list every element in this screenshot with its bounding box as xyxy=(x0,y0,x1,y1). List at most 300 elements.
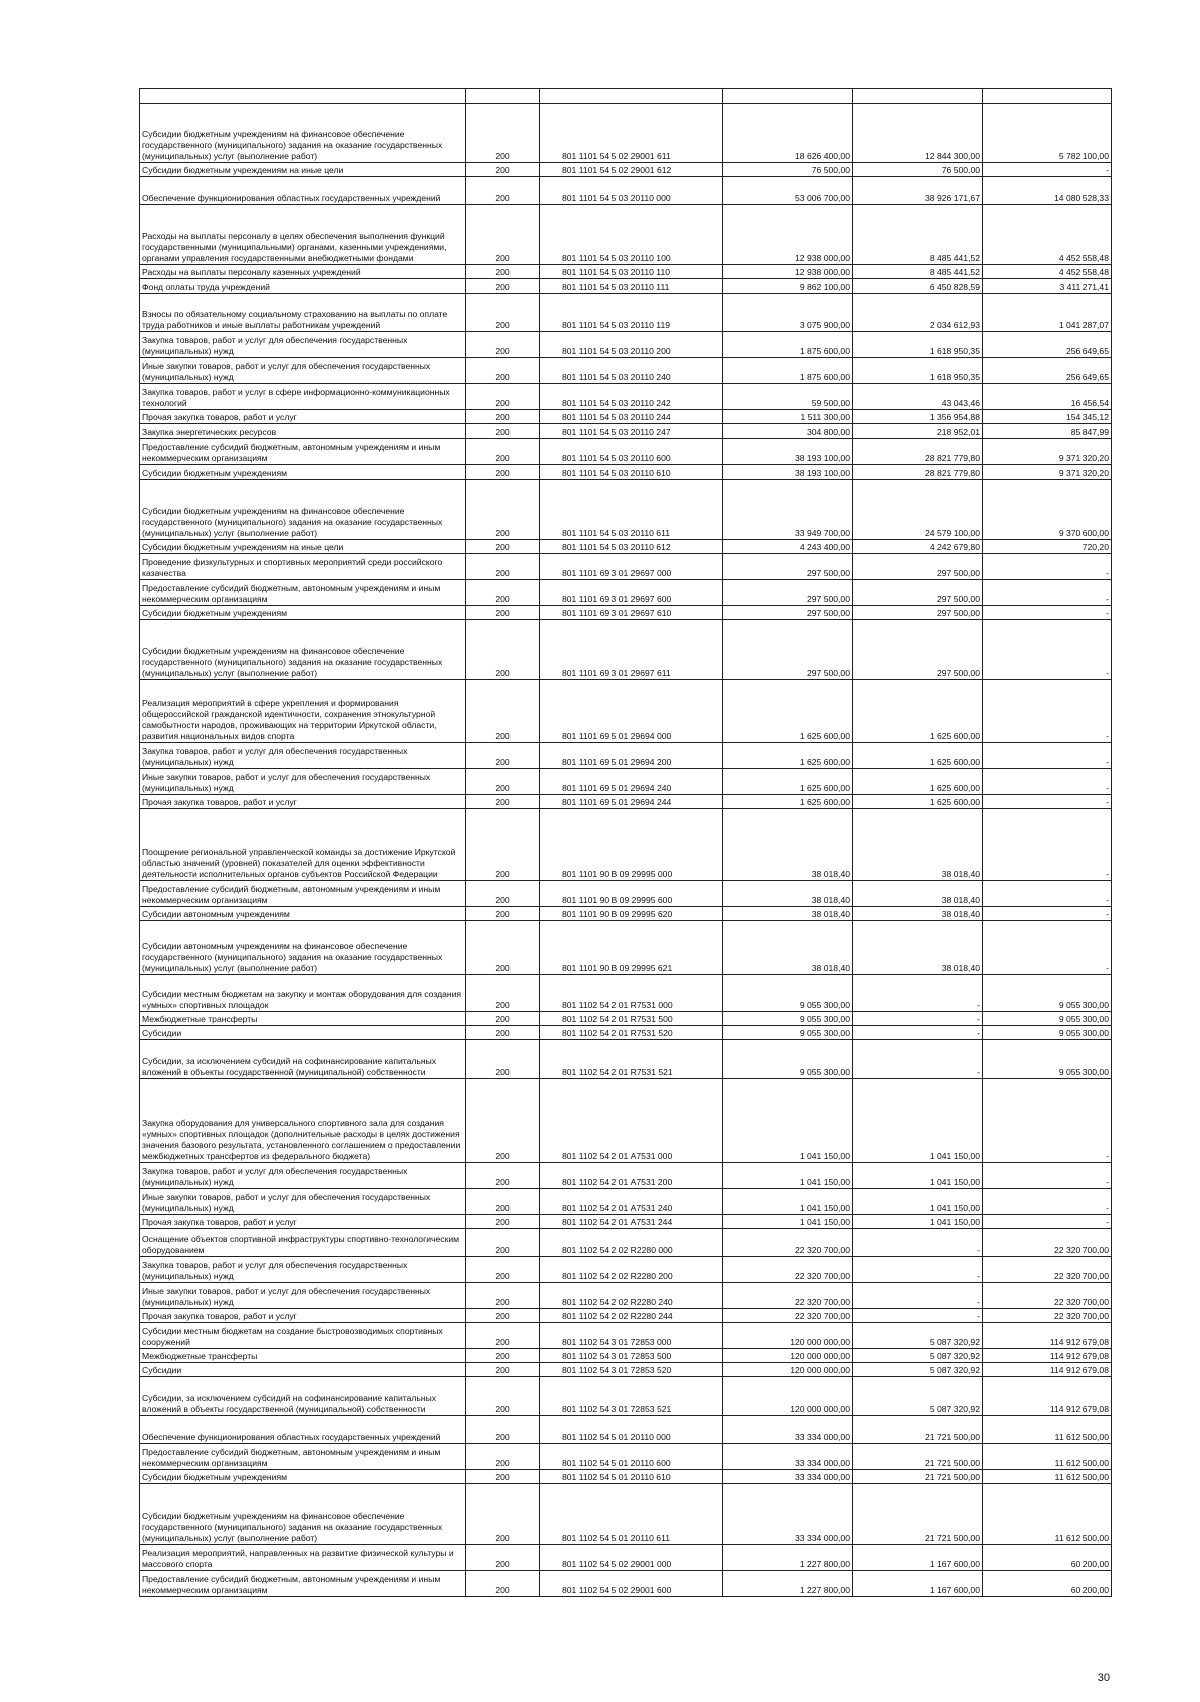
row-kbk: 801 1101 69 3 01 29697 610 xyxy=(540,606,723,620)
row-name: Предоставление субсидий бюджетным, автономным учреждениям и иным некоммерческим организациям xyxy=(140,1444,466,1470)
row-name: Закупка товаров, работ и услуг для обеспечения государственных (муниципальных) нужд xyxy=(140,1163,466,1189)
row-name: Субсидии бюджетным учреждениям на финансовое обеспечение государственного (муниципального) задания на оказание государственных (муниципальных) услуг (выполнение работ) xyxy=(140,104,466,163)
row-approved-amount: 120 000 000,00 xyxy=(723,1363,853,1377)
row-name: Обеспечение функционирования областных государственных учреждений xyxy=(140,177,466,205)
row-remaining-amount: 60 200,00 xyxy=(983,1571,1112,1597)
row-name: Субсидии бюджетным учреждениям на иные цели xyxy=(140,540,466,554)
table-row xyxy=(140,881,1112,907)
row-remaining-amount: - xyxy=(983,620,1112,680)
row-code: 200 xyxy=(466,1309,540,1323)
table-row xyxy=(140,1323,1112,1349)
row-remaining-amount: 3 411 271,41 xyxy=(983,279,1112,294)
row-kbk xyxy=(540,89,723,104)
row-executed-amount: 1 041 150,00 xyxy=(853,1189,983,1215)
row-executed-amount: 5 087 320,92 xyxy=(853,1377,983,1416)
row-kbk: 801 1101 54 5 03 20110 119 xyxy=(540,294,723,332)
row-remaining-amount: 9 370 600,00 xyxy=(983,480,1112,540)
table-row xyxy=(140,1229,1112,1257)
table-row xyxy=(140,1283,1112,1309)
row-executed-amount: 297 500,00 xyxy=(853,620,983,680)
row-kbk: 801 1102 54 2 01 R7531 521 xyxy=(540,1040,723,1079)
row-name: Иные закупки товаров, работ и услуг для обеспечения государственных (муниципальных) нужд xyxy=(140,1189,466,1215)
row-remaining-amount: 22 320 700,00 xyxy=(983,1309,1112,1323)
row-name: Межбюджетные трансферты xyxy=(140,1349,466,1363)
row-kbk: 801 1102 54 2 01 А7531 240 xyxy=(540,1189,723,1215)
table-row xyxy=(140,921,1112,975)
row-remaining-amount: 11 612 500,00 xyxy=(983,1470,1112,1484)
table-row xyxy=(140,809,1112,881)
row-kbk: 801 1102 54 3 01 72853 521 xyxy=(540,1377,723,1416)
row-executed-amount: - xyxy=(853,1026,983,1040)
row-executed-amount: - xyxy=(853,1309,983,1323)
row-approved-amount: 1 041 150,00 xyxy=(723,1079,853,1163)
table-row xyxy=(140,1484,1112,1545)
row-code: 200 xyxy=(466,358,540,384)
row-executed-amount: - xyxy=(853,1040,983,1079)
row-remaining-amount: 154 345,12 xyxy=(983,410,1112,424)
row-code: 200 xyxy=(466,265,540,279)
row-approved-amount: 1 625 600,00 xyxy=(723,680,853,743)
row-code: 200 xyxy=(466,743,540,769)
row-remaining-amount: - xyxy=(983,606,1112,620)
row-name: Субсидии автономным учреждениям на финансовое обеспечение государственного (муниципального) задания на оказание государственных (муниципальных) услуг (выполнение работ) xyxy=(140,921,466,975)
table-row xyxy=(140,743,1112,769)
row-executed-amount: 4 242 679,80 xyxy=(853,540,983,554)
row-executed-amount: 1 041 150,00 xyxy=(853,1215,983,1229)
row-approved-amount: 1 227 800,00 xyxy=(723,1571,853,1597)
row-code: 200 xyxy=(466,1257,540,1283)
row-remaining-amount: 114 912 679,08 xyxy=(983,1323,1112,1349)
row-approved-amount: 38 018,40 xyxy=(723,881,853,907)
row-remaining-amount: 11 612 500,00 xyxy=(983,1416,1112,1444)
row-kbk: 801 1101 69 3 01 29697 611 xyxy=(540,620,723,680)
row-code: 200 xyxy=(466,294,540,332)
row-name: Субсидии бюджетным учреждениям xyxy=(140,1470,466,1484)
row-approved-amount: 33 334 000,00 xyxy=(723,1444,853,1470)
row-remaining-amount: 114 912 679,08 xyxy=(983,1377,1112,1416)
row-remaining-amount: 4 452 558,48 xyxy=(983,265,1112,279)
row-kbk: 801 1102 54 5 01 20110 000 xyxy=(540,1416,723,1444)
row-remaining-amount: - xyxy=(983,1163,1112,1189)
table-row xyxy=(140,580,1112,606)
row-code: 200 xyxy=(466,1026,540,1040)
row-code: 200 xyxy=(466,580,540,606)
row-kbk: 801 1101 90 В 09 29995 620 xyxy=(540,907,723,921)
row-remaining-amount: 256 649,65 xyxy=(983,332,1112,358)
table-row xyxy=(140,1163,1112,1189)
row-kbk: 801 1101 54 5 03 20110 611 xyxy=(540,480,723,540)
table-row xyxy=(140,1349,1112,1363)
row-code: 200 xyxy=(466,424,540,439)
row-approved-amount: 76 500,00 xyxy=(723,163,853,177)
row-approved-amount: 33 334 000,00 xyxy=(723,1484,853,1545)
row-remaining-amount: 9 371 320,20 xyxy=(983,465,1112,480)
row-approved-amount: 18 626 400,00 xyxy=(723,104,853,163)
row-kbk: 801 1102 54 5 01 20110 610 xyxy=(540,1470,723,1484)
row-kbk: 801 1101 90 В 09 29995 600 xyxy=(540,881,723,907)
table-row xyxy=(140,104,1112,163)
row-executed-amount: - xyxy=(853,1283,983,1309)
row-kbk: 801 1101 54 5 03 20110 100 xyxy=(540,205,723,265)
row-remaining-amount: 11 612 500,00 xyxy=(983,1484,1112,1545)
row-approved-amount: 33 334 000,00 xyxy=(723,1416,853,1444)
row-executed-amount: - xyxy=(853,1012,983,1026)
table-row xyxy=(140,907,1112,921)
row-name: Субсидии, за исключением субсидий на софинансирование капитальных вложений в объекты государственной (муниципальной) собственности xyxy=(140,1040,466,1079)
row-code: 200 xyxy=(466,1012,540,1026)
row-executed-amount: 28 821 779,80 xyxy=(853,439,983,465)
row-name: Прочая закупка товаров, работ и услуг xyxy=(140,1309,466,1323)
row-approved-amount: 3 075 900,00 xyxy=(723,294,853,332)
row-approved-amount: 4 243 400,00 xyxy=(723,540,853,554)
row-name: Субсидии бюджетным учреждениям на финансовое обеспечение государственного (муниципального) задания на оказание государственных (муниципальных) услуг (выполнение работ) xyxy=(140,1484,466,1545)
row-name: Оснащение объектов спортивной инфраструктуры спортивно-технологическим оборудованием xyxy=(140,1229,466,1257)
row-approved-amount: 22 320 700,00 xyxy=(723,1309,853,1323)
row-executed-amount: 297 500,00 xyxy=(853,606,983,620)
row-executed-amount: 1 625 600,00 xyxy=(853,743,983,769)
budget-table-body xyxy=(140,89,1112,1597)
row-kbk: 801 1102 54 2 02 R2280 200 xyxy=(540,1257,723,1283)
row-name: Предоставление субсидий бюджетным, автономным учреждениям и иным некоммерческим организациям xyxy=(140,881,466,907)
row-name: Субсидии xyxy=(140,1363,466,1377)
row-executed-amount: 297 500,00 xyxy=(853,580,983,606)
row-kbk: 801 1101 54 5 03 20110 240 xyxy=(540,358,723,384)
row-remaining-amount: 14 080 528,33 xyxy=(983,177,1112,205)
row-kbk: 801 1101 69 5 01 29694 200 xyxy=(540,743,723,769)
row-remaining-amount: 720,20 xyxy=(983,540,1112,554)
row-code: 200 xyxy=(466,1545,540,1571)
row-executed-amount: 5 087 320,92 xyxy=(853,1349,983,1363)
row-remaining-amount: 22 320 700,00 xyxy=(983,1283,1112,1309)
table-row xyxy=(140,205,1112,265)
table-row xyxy=(140,89,1112,104)
row-kbk: 801 1102 54 3 01 72853 520 xyxy=(540,1363,723,1377)
row-remaining-amount: - xyxy=(983,1215,1112,1229)
row-approved-amount: 120 000 000,00 xyxy=(723,1349,853,1363)
table-row xyxy=(140,1079,1112,1163)
row-approved-amount: 33 334 000,00 xyxy=(723,1470,853,1484)
table-row xyxy=(140,332,1112,358)
row-code: 200 xyxy=(466,279,540,294)
row-executed-amount: 1 618 950,35 xyxy=(853,332,983,358)
row-code: 200 xyxy=(466,480,540,540)
row-approved-amount: 1 041 150,00 xyxy=(723,1163,853,1189)
row-approved-amount: 33 949 700,00 xyxy=(723,480,853,540)
row-kbk: 801 1101 69 5 01 29694 244 xyxy=(540,795,723,809)
row-executed-amount: 1 625 600,00 xyxy=(853,769,983,795)
row-approved-amount: 38 193 100,00 xyxy=(723,465,853,480)
page-number: 30 xyxy=(1097,1672,1110,1684)
budget-table xyxy=(139,88,1112,1597)
table-row xyxy=(140,606,1112,620)
row-name: Закупка энергетических ресурсов xyxy=(140,424,466,439)
row-approved-amount: 1 875 600,00 xyxy=(723,332,853,358)
row-remaining-amount: - xyxy=(983,1189,1112,1215)
row-executed-amount: 38 926 171,67 xyxy=(853,177,983,205)
row-code: 200 xyxy=(466,921,540,975)
row-kbk: 801 1101 54 5 03 20110 242 xyxy=(540,384,723,410)
row-name: Субсидии бюджетным учреждениям xyxy=(140,606,466,620)
row-approved-amount: 12 938 000,00 xyxy=(723,205,853,265)
row-remaining-amount: - xyxy=(983,554,1112,580)
row-code: 200 xyxy=(466,606,540,620)
table-row xyxy=(140,554,1112,580)
row-remaining-amount xyxy=(983,89,1112,104)
table-row xyxy=(140,265,1112,279)
row-remaining-amount: - xyxy=(983,795,1112,809)
row-kbk: 801 1101 90 В 09 29995 621 xyxy=(540,921,723,975)
row-approved-amount: 1 511 300,00 xyxy=(723,410,853,424)
row-name: Межбюджетные трансферты xyxy=(140,1012,466,1026)
row-approved-amount: 38 193 100,00 xyxy=(723,439,853,465)
row-approved-amount: 1 625 600,00 xyxy=(723,743,853,769)
row-approved-amount: 9 055 300,00 xyxy=(723,1026,853,1040)
row-approved-amount: 1 625 600,00 xyxy=(723,769,853,795)
row-executed-amount xyxy=(853,89,983,104)
row-name: Прочая закупка товаров, работ и услуг xyxy=(140,410,466,424)
row-kbk: 801 1101 54 5 03 20110 000 xyxy=(540,177,723,205)
row-code: 200 xyxy=(466,1189,540,1215)
row-name: Прочая закупка товаров, работ и услуг xyxy=(140,795,466,809)
row-code: 200 xyxy=(466,1283,540,1309)
row-kbk: 801 1102 54 5 02 29001 000 xyxy=(540,1545,723,1571)
row-code: 200 xyxy=(466,384,540,410)
row-code: 200 xyxy=(466,1363,540,1377)
row-kbk: 801 1101 54 5 03 20110 200 xyxy=(540,332,723,358)
row-approved-amount: 38 018,40 xyxy=(723,907,853,921)
row-executed-amount: 21 721 500,00 xyxy=(853,1416,983,1444)
table-row xyxy=(140,1416,1112,1444)
row-remaining-amount: 16 456,54 xyxy=(983,384,1112,410)
row-code: 200 xyxy=(466,1163,540,1189)
row-executed-amount: 38 018,40 xyxy=(853,809,983,881)
row-code: 200 xyxy=(466,1444,540,1470)
row-name: Субсидии бюджетным учреждениям на финансовое обеспечение государственного (муниципального) задания на оказание государственных (муниципальных) услуг (выполнение работ) xyxy=(140,480,466,540)
row-executed-amount: 1 618 950,35 xyxy=(853,358,983,384)
row-approved-amount: 1 227 800,00 xyxy=(723,1545,853,1571)
row-code: 200 xyxy=(466,680,540,743)
row-approved-amount: 9 055 300,00 xyxy=(723,1012,853,1026)
table-row xyxy=(140,439,1112,465)
row-kbk: 801 1101 54 5 03 20110 247 xyxy=(540,424,723,439)
table-row xyxy=(140,1363,1112,1377)
row-kbk: 801 1101 69 5 01 29694 240 xyxy=(540,769,723,795)
row-approved-amount: 1 625 600,00 xyxy=(723,795,853,809)
row-executed-amount: 43 043,46 xyxy=(853,384,983,410)
row-code: 200 xyxy=(466,1377,540,1416)
row-name: Иные закупки товаров, работ и услуг для обеспечения государственных (муниципальных) нужд xyxy=(140,358,466,384)
table-row xyxy=(140,795,1112,809)
row-executed-amount: 38 018,40 xyxy=(853,921,983,975)
row-approved-amount: 297 500,00 xyxy=(723,580,853,606)
table-row xyxy=(140,465,1112,480)
row-executed-amount: 1 356 954,88 xyxy=(853,410,983,424)
row-name: Субсидии бюджетным учреждениям на финансовое обеспечение государственного (муниципального) задания на оказание государственных (муниципальных) услуг (выполнение работ) xyxy=(140,620,466,680)
row-name: Иные закупки товаров, работ и услуг для обеспечения государственных (муниципальных) нужд xyxy=(140,1283,466,1309)
row-approved-amount: 22 320 700,00 xyxy=(723,1229,853,1257)
row-executed-amount: 1 625 600,00 xyxy=(853,680,983,743)
row-code: 200 xyxy=(466,205,540,265)
row-name: Проведение физкультурных и спортивных мероприятий среди российского казачества xyxy=(140,554,466,580)
row-remaining-amount: - xyxy=(983,769,1112,795)
row-kbk: 801 1101 54 5 03 20110 110 xyxy=(540,265,723,279)
row-code: 200 xyxy=(466,1349,540,1363)
row-executed-amount: 297 500,00 xyxy=(853,554,983,580)
row-kbk: 801 1101 54 5 02 29001 611 xyxy=(540,104,723,163)
row-remaining-amount: 1 041 287,07 xyxy=(983,294,1112,332)
row-code: 200 xyxy=(466,332,540,358)
row-name: Расходы на выплаты персоналу казенных учреждений xyxy=(140,265,466,279)
row-remaining-amount: 60 200,00 xyxy=(983,1545,1112,1571)
table-row xyxy=(140,1189,1112,1215)
row-approved-amount: 22 320 700,00 xyxy=(723,1283,853,1309)
row-executed-amount: 1 041 150,00 xyxy=(853,1079,983,1163)
row-kbk: 801 1102 54 5 01 20110 611 xyxy=(540,1484,723,1545)
row-name: Субсидии бюджетным учреждениям xyxy=(140,465,466,480)
row-code: 200 xyxy=(466,465,540,480)
table-row xyxy=(140,620,1112,680)
table-row xyxy=(140,1545,1112,1571)
row-name: Прочая закупка товаров, работ и услуг xyxy=(140,1215,466,1229)
row-executed-amount: - xyxy=(853,1257,983,1283)
row-code: 200 xyxy=(466,975,540,1012)
table-row xyxy=(140,1215,1112,1229)
row-remaining-amount: 114 912 679,08 xyxy=(983,1349,1112,1363)
row-approved-amount: 38 018,40 xyxy=(723,809,853,881)
row-executed-amount: 21 721 500,00 xyxy=(853,1484,983,1545)
row-name: Фонд оплаты труда учреждений xyxy=(140,279,466,294)
row-approved-amount: 1 875 600,00 xyxy=(723,358,853,384)
row-name: Закупка товаров, работ и услуг для обеспечения государственных (муниципальных) нужд xyxy=(140,332,466,358)
row-executed-amount: 8 485 441,52 xyxy=(853,265,983,279)
table-row xyxy=(140,1012,1112,1026)
table-row xyxy=(140,1470,1112,1484)
row-remaining-amount: 11 612 500,00 xyxy=(983,1444,1112,1470)
table-row xyxy=(140,279,1112,294)
row-name: Субсидии местным бюджетам на закупку и монтаж оборудования для создания «умных» спортивных площадок xyxy=(140,975,466,1012)
row-name: Обеспечение функционирования областных государственных учреждений xyxy=(140,1416,466,1444)
row-code: 200 xyxy=(466,1416,540,1444)
row-executed-amount: 38 018,40 xyxy=(853,881,983,907)
row-code: 200 xyxy=(466,1484,540,1545)
row-code: 200 xyxy=(466,1229,540,1257)
row-executed-amount: 76 500,00 xyxy=(853,163,983,177)
row-kbk: 801 1102 54 2 02 R2280 240 xyxy=(540,1283,723,1309)
row-executed-amount: - xyxy=(853,975,983,1012)
row-executed-amount: 5 087 320,92 xyxy=(853,1323,983,1349)
row-kbk: 801 1102 54 2 01 А7531 244 xyxy=(540,1215,723,1229)
row-approved-amount: 12 938 000,00 xyxy=(723,265,853,279)
row-name: Субсидии автономным учреждениям xyxy=(140,907,466,921)
table-row xyxy=(140,1377,1112,1416)
row-code: 200 xyxy=(466,1040,540,1079)
row-kbk: 801 1101 90 В 09 29995 000 xyxy=(540,809,723,881)
row-approved-amount: 9 055 300,00 xyxy=(723,1040,853,1079)
table-row xyxy=(140,975,1112,1012)
row-remaining-amount: - xyxy=(983,680,1112,743)
row-approved-amount: 1 041 150,00 xyxy=(723,1189,853,1215)
row-approved-amount: 297 500,00 xyxy=(723,554,853,580)
row-approved-amount: 22 320 700,00 xyxy=(723,1257,853,1283)
row-approved-amount: 53 006 700,00 xyxy=(723,177,853,205)
row-remaining-amount: 22 320 700,00 xyxy=(983,1257,1112,1283)
row-approved-amount: 38 018,40 xyxy=(723,921,853,975)
row-approved-amount: 304 800,00 xyxy=(723,424,853,439)
row-code: 200 xyxy=(466,177,540,205)
row-executed-amount: 24 579 100,00 xyxy=(853,480,983,540)
row-name: Расходы на выплаты персоналу в целях обеспечения выполнения функций государственными (муниципальными) органами, казенными учреждениями, органами управления государственными внебюджетными фондами xyxy=(140,205,466,265)
row-kbk: 801 1101 54 5 03 20110 244 xyxy=(540,410,723,424)
row-remaining-amount: - xyxy=(983,1079,1112,1163)
row-kbk: 801 1102 54 2 01 R7531 520 xyxy=(540,1026,723,1040)
row-remaining-amount: - xyxy=(983,743,1112,769)
row-code: 200 xyxy=(466,439,540,465)
row-remaining-amount: 9 055 300,00 xyxy=(983,1040,1112,1079)
row-code: 200 xyxy=(466,809,540,881)
row-code xyxy=(466,89,540,104)
row-code: 200 xyxy=(466,410,540,424)
row-name: Поощрение региональной управленческой команды за достижение Иркутской областью значений (уровней) показателей для оценки эффективности деятельности исполнительных органов субъектов Российской Федерации xyxy=(140,809,466,881)
table-row xyxy=(140,1257,1112,1283)
row-executed-amount: 6 450 828,59 xyxy=(853,279,983,294)
row-executed-amount: 21 721 500,00 xyxy=(853,1444,983,1470)
row-code: 200 xyxy=(466,104,540,163)
row-kbk: 801 1102 54 2 01 А7531 200 xyxy=(540,1163,723,1189)
table-row xyxy=(140,163,1112,177)
row-name: Субсидии местным бюджетам на создание быстровозводимых спортивных сооружений xyxy=(140,1323,466,1349)
row-code: 200 xyxy=(466,163,540,177)
table-row xyxy=(140,1571,1112,1597)
row-executed-amount: 1 167 600,00 xyxy=(853,1545,983,1571)
row-name: Реализация мероприятий, направленных на развитие физической культуры и массового спорта xyxy=(140,1545,466,1571)
row-kbk: 801 1102 54 5 01 20110 600 xyxy=(540,1444,723,1470)
row-code: 200 xyxy=(466,1323,540,1349)
table-row xyxy=(140,410,1112,424)
row-executed-amount: 12 844 300,00 xyxy=(853,104,983,163)
row-kbk: 801 1101 54 5 02 29001 612 xyxy=(540,163,723,177)
table-row xyxy=(140,1309,1112,1323)
row-name: Закупка товаров, работ и услуг для обеспечения государственных (муниципальных) нужд xyxy=(140,743,466,769)
row-kbk: 801 1101 54 5 03 20110 600 xyxy=(540,439,723,465)
row-remaining-amount: 22 320 700,00 xyxy=(983,1229,1112,1257)
table-row xyxy=(140,1444,1112,1470)
row-name: Реализация мероприятий в сфере укрепления и формирования общероссийской гражданской идентичности, сохранения этнокультурной самобытности народов, проживающих на территории Иркутской области, развития национальных видов спорта xyxy=(140,680,466,743)
row-executed-amount: 1 625 600,00 xyxy=(853,795,983,809)
row-code: 200 xyxy=(466,540,540,554)
row-executed-amount: 28 821 779,80 xyxy=(853,465,983,480)
row-remaining-amount: 4 452 558,48 xyxy=(983,205,1112,265)
row-name xyxy=(140,89,466,104)
row-approved-amount: 1 041 150,00 xyxy=(723,1215,853,1229)
row-approved-amount xyxy=(723,89,853,104)
row-executed-amount: 21 721 500,00 xyxy=(853,1470,983,1484)
row-approved-amount: 297 500,00 xyxy=(723,606,853,620)
row-remaining-amount: 9 371 320,20 xyxy=(983,439,1112,465)
row-executed-amount: 8 485 441,52 xyxy=(853,205,983,265)
table-row xyxy=(140,177,1112,205)
row-executed-amount: 1 041 150,00 xyxy=(853,1163,983,1189)
row-name: Иные закупки товаров, работ и услуг для обеспечения государственных (муниципальных) нужд xyxy=(140,769,466,795)
budget-table-sheet xyxy=(139,88,1111,1597)
row-kbk: 801 1102 54 5 02 29001 600 xyxy=(540,1571,723,1597)
row-remaining-amount: - xyxy=(983,580,1112,606)
table-row xyxy=(140,540,1112,554)
row-kbk: 801 1101 54 5 03 20110 612 xyxy=(540,540,723,554)
row-executed-amount: 1 167 600,00 xyxy=(853,1571,983,1597)
row-remaining-amount: 9 055 300,00 xyxy=(983,1012,1112,1026)
row-kbk: 801 1102 54 2 01 R7531 000 xyxy=(540,975,723,1012)
row-remaining-amount: 85 847,99 xyxy=(983,424,1112,439)
